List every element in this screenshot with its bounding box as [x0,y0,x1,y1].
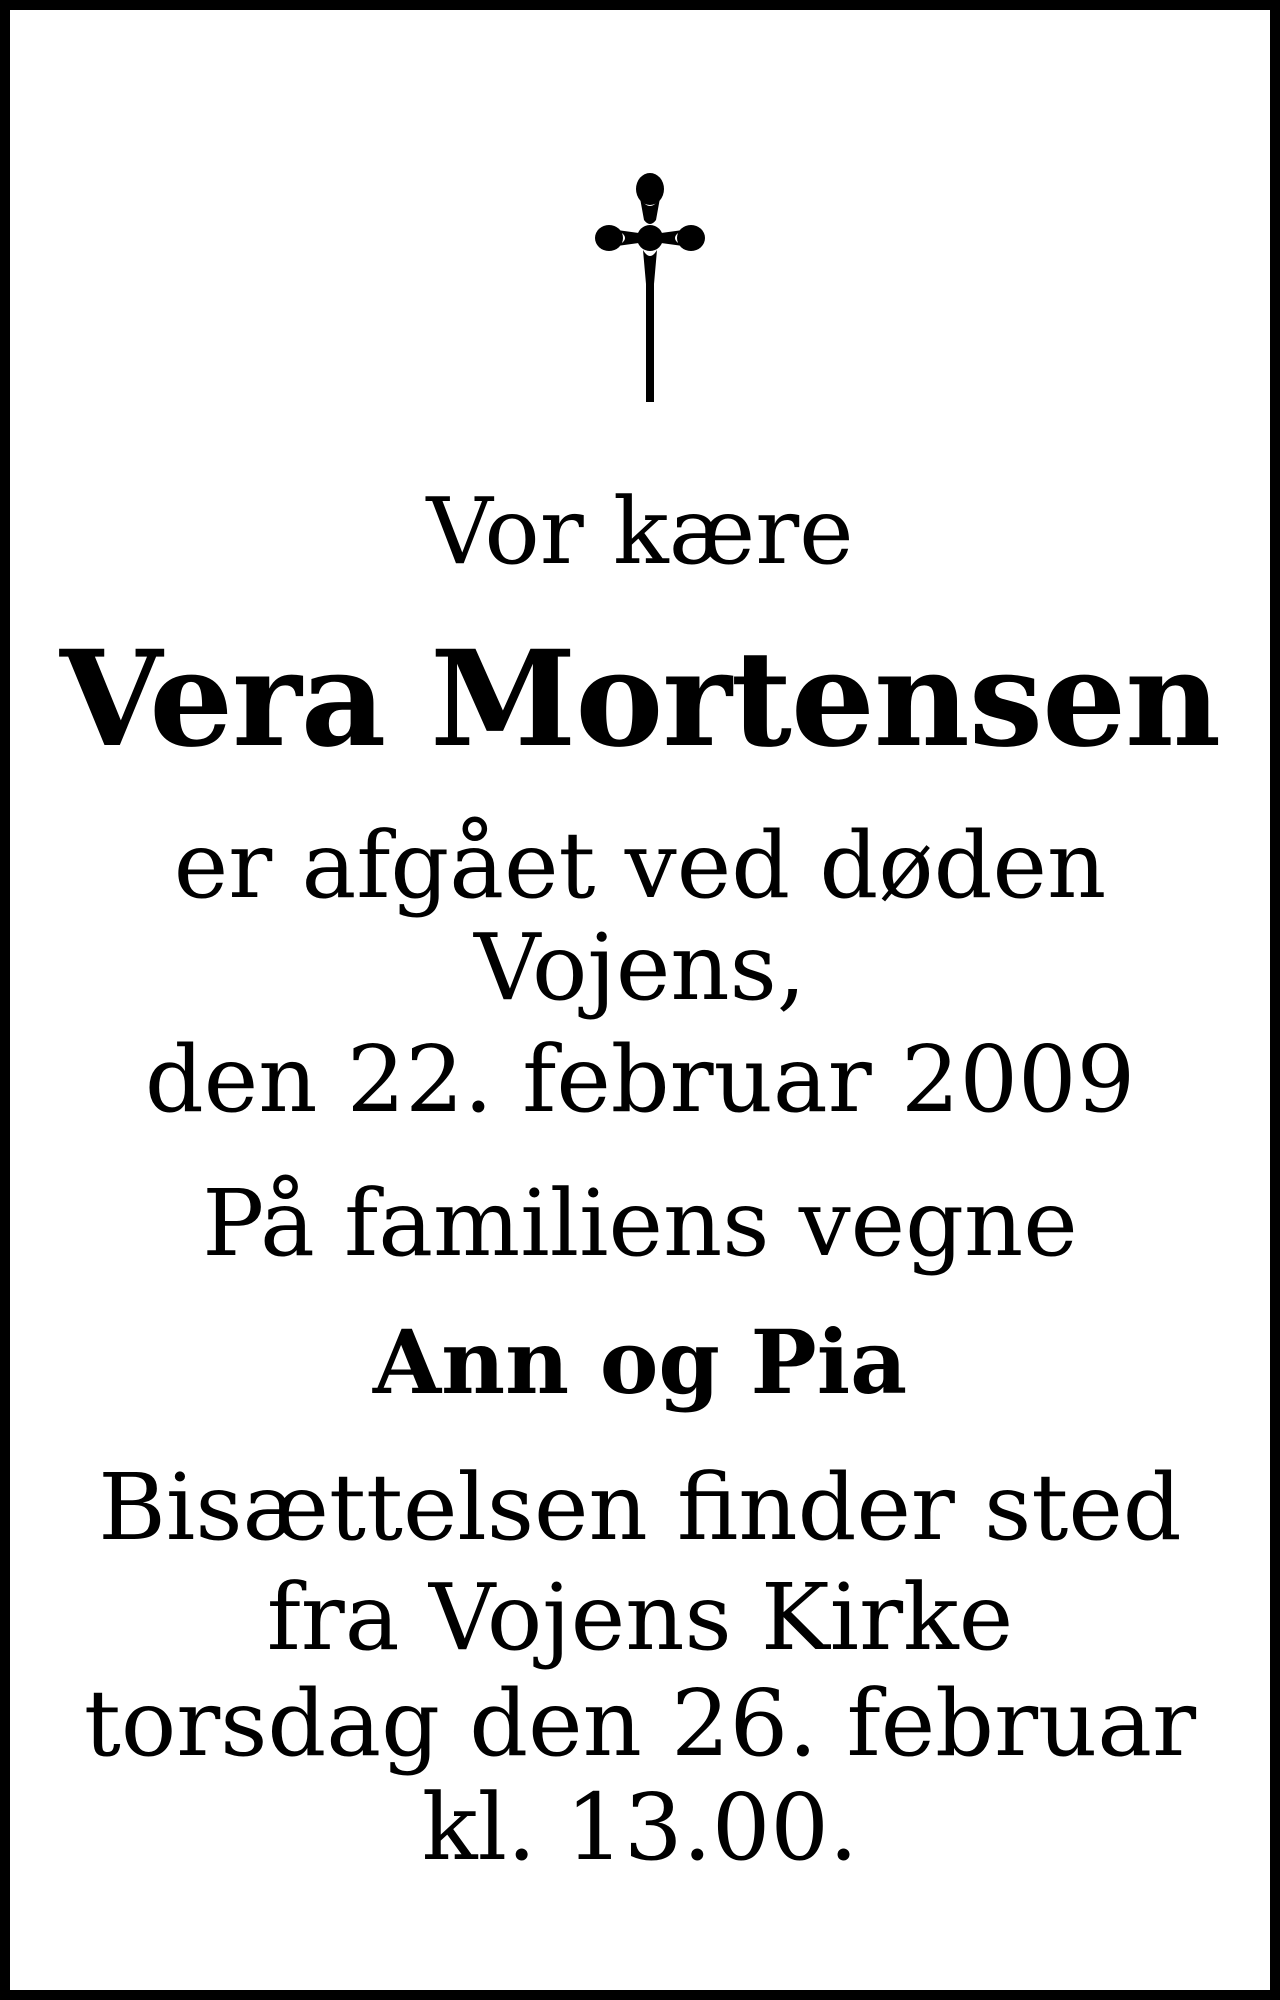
funeral-line: fra Vojens Kirke [266,1564,1014,1671]
death-line: den 22. februar 2009 [144,1026,1136,1133]
death-line: Vojens, [473,914,807,1021]
intro-text: Vor kære [426,478,854,585]
deceased-name: Vera Mortensen [59,622,1221,777]
family-phrase: På familiens vegne [202,1170,1078,1277]
signers: Ann og Pia [372,1310,908,1414]
death-line: er afgået ved døden [173,812,1107,919]
funeral-line: kl. 13.00. [421,1774,859,1881]
funeral-line: torsdag den 26. februar [83,1670,1197,1777]
cross-icon [595,172,705,402]
funeral-line: Bisættelsen finder sted [98,1454,1182,1561]
